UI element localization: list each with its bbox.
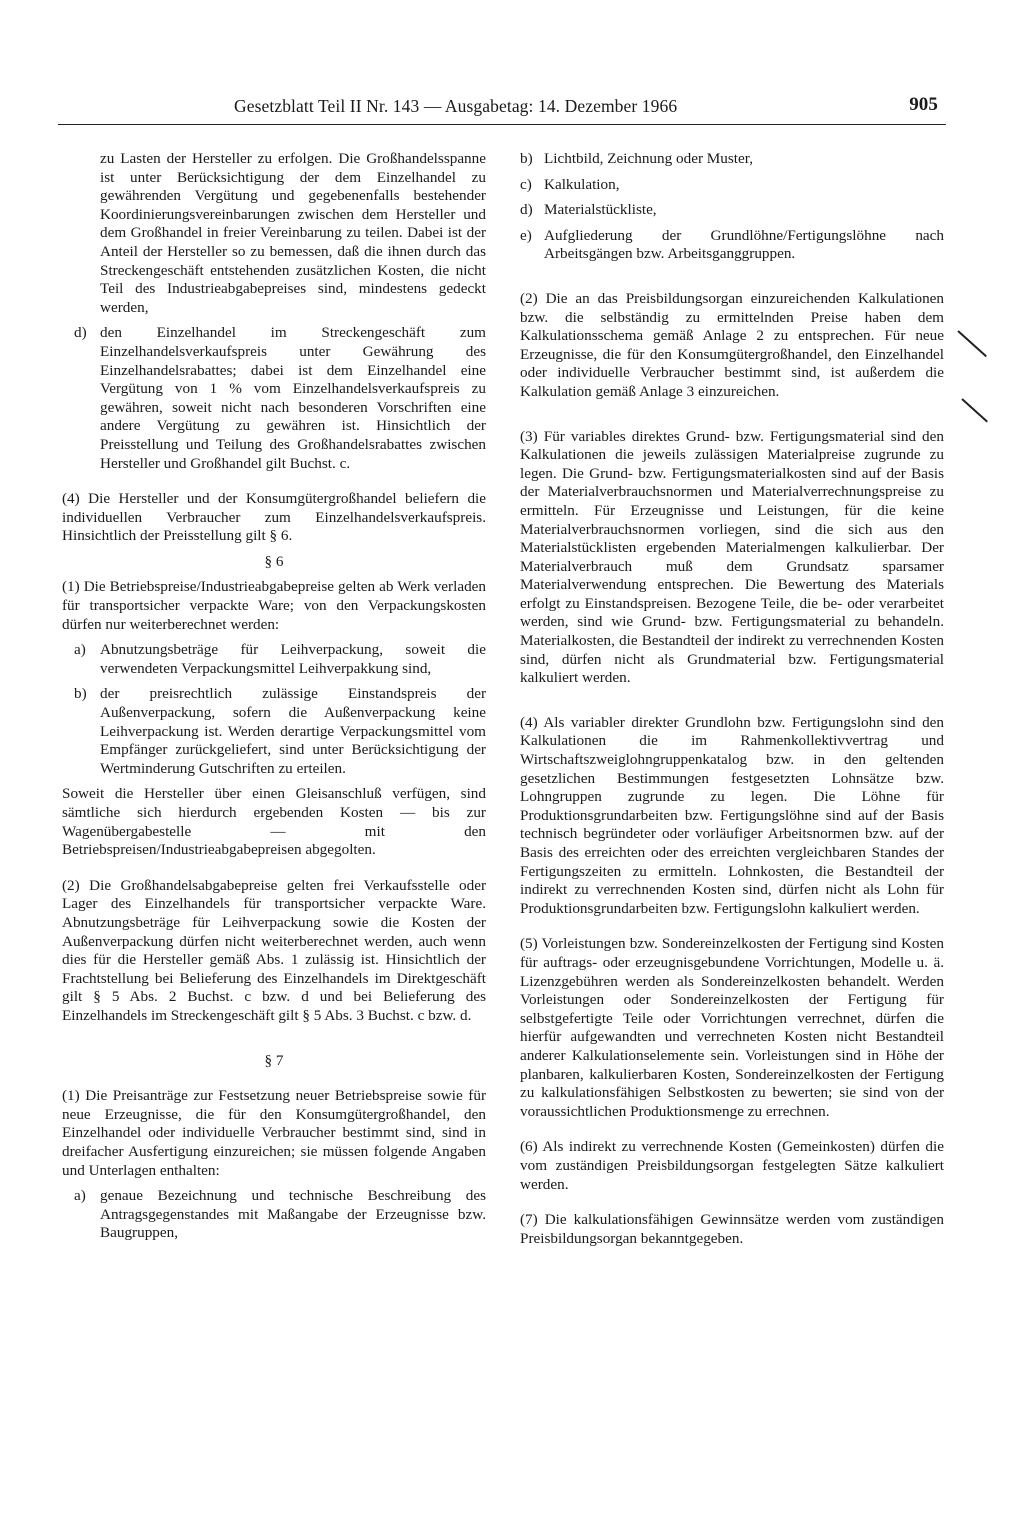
list-item-a bbox=[62, 641, 486, 678]
left-column bbox=[62, 150, 486, 1243]
list-item-b bbox=[62, 685, 486, 778]
section-7-paragraph-1: (1) Die Preisanträge zur Festsetzung neuer Betriebspreise sowie für neue Erzeugnisse, die für den Konsumgütergroßhandel, den Einzelhandel oder individuelle Verbraucher bestimmt sind, sind in dreifacher Ausfertigung einzureichen; sie müssen folgende Angaben und Unterlagen enthalten: bbox=[62, 1087, 486, 1179]
paragraph-continuation: zu Lasten der Hersteller zu erfolgen. Die Großhandelsspanne ist unter Berücksichtigung der dem Einzelhandel zu gewährenden Vergütung und gegebenenfalls bestehender Koordinierungsvereinbarungen zwischen dem Hersteller und dem Großhandel in freier Vereinbarung zu teilen. Dabei ist der Anteil der Hersteller so zu bemessen, daß die ihnen durch das Streckengeschäft entstehenden zusätzlichen Kosten, die nicht Teil des Industrieabgabepreises sind, mindestens gedeckt werden, bbox=[100, 150, 486, 316]
section-7-heading: § 7 bbox=[264, 1051, 284, 1069]
list-marker: e) bbox=[520, 226, 532, 244]
margin-mark bbox=[957, 330, 987, 357]
header-title: Gesetzblatt Teil II Nr. 143 — Ausgabetag: 14. Dezember 1966 bbox=[234, 96, 678, 116]
list-item-d bbox=[520, 201, 944, 220]
list-marker: b) bbox=[520, 150, 533, 167]
section-6-paragraph-1: (1) Die Betriebspreise/Industrieabgabepreise gelten ab Werk verladen für transportsicher verpackte Ware; von den Verpackungskosten dürfen nur weiterberechnet werden: bbox=[62, 578, 486, 633]
list-item-e bbox=[520, 227, 944, 264]
list-marker: a) bbox=[74, 1187, 86, 1205]
list-text: Kalkulation, bbox=[544, 175, 620, 193]
margin-mark bbox=[961, 398, 988, 422]
list-item-7a bbox=[62, 1187, 486, 1243]
page-number: 905 bbox=[909, 94, 938, 115]
list-marker: d) bbox=[74, 324, 87, 342]
list-text: den Einzelhandel im Streckengeschäft zum Einzelhandelsverkaufspreis unter Gewährung des Einzelhandelsrabattes; dabei ist dem Einzelhandel eine Vergütung von 1 % vom Einzelhandelsverkaufspreis zu gewähren, soweit nicht nach besonderen Vorschriften eine andere Vergütung zu gewähren ist. Hinsichtlich der Preisstellung und Teilung des Großhandelsrabattes zwischen Hersteller und Großhandel gilt Buchst. c. bbox=[100, 324, 486, 472]
list-item-d bbox=[62, 324, 486, 473]
list-marker: b) bbox=[74, 685, 87, 703]
right-column bbox=[520, 150, 944, 1248]
section-6-paragraph-2: (2) Die Großhandelsabgabepreise gelten frei Verkaufsstelle oder Lager des Einzelhandels für transportsicher verpackte Ware. Abnutzungsbeträge für Leihverpackung sowie die Kosten der Außenverpackung dürfen nicht weiterberechnet werden, auch wenn dies für die Hersteller gemäß Abs. 1 zulässig ist. Hinsichtlich der Frachtstellung bei Belieferung des Einzelhandels im Direktgeschäft gilt § 5 Abs. 2 Buchst. c bzw. d und bei Belieferung des Einzelhandels im Streckengeschäft gilt § 5 Abs. 3 Buchst. c bzw. d. bbox=[62, 876, 486, 1024]
list-marker: a) bbox=[74, 641, 86, 659]
list-text: der preisrechtlich zulässige Einstandspreis der Außenverpackung, sofern die Außenverpackung keine Leihverpackung ist. Werden derartige Verpackungsmittel vom Empfänger zurückgeliefert, sind unter Berücksichtigung der Wertminderung Gutschriften zu erteilen. bbox=[100, 685, 486, 777]
paragraph-5: (5) Vorleistungen bzw. Sondereinzelkosten der Fertigung sind Kosten für auftrags- oder erzeugnisgebundene Vorrichtungen, Modelle u. ä. Lizenzgebühren werden als Sondereinzelkosten behandelt. Werden Vorleistungen oder Sondereinzelkosten der Fertigung für selbstgefertigte Teile oder Vorrichtungen verrechnet, dürfen die hierfür aufgewandten und verrechneten Kosten nicht Bestandteil anderer Kalkulationselemente sein. Vorleistungen sind in Höhe der planbaren, kalkulierbaren Kosten, Sondereinzelkosten der Fertigung zu kalkulationsfähigen Selbstkosten zu bewerten; sie sind von der voraussichtlichen Produktionsmenge zu errechnen. bbox=[520, 935, 944, 1120]
paragraph-4: (4) Als variabler direkter Grundlohn bzw. Fertigungslohn sind den Kalkulationen die im Rahmenkollektivvertrag und Wirtschaftszweiglohngruppenkatalog bzw. in den geltenden gesetzlichen Bestimmungen festgesetzten Lohnsätze bzw. Lohngruppen zugrunde zu legen. Die Löhne für Produktionsgrundarbeiten bzw. Fertigungslöhne sind auf der Basis technisch begründeter oder vorläufiger Arbeitsnormen bzw. auf der Basis des erreichten oder des erreichten vergleichbaren Standes der Fertigungszeiten zu ermitteln. Lohnkosten, die Bestandteil der indirekt zu verrechnenden Kosten sind, dürfen nicht als Lohn für Produktionsgrundarbeiten bzw. Fertigungslohn kalkuliert werden. bbox=[520, 713, 944, 917]
paragraph-3: (3) Für variables direktes Grund- bzw. Fertigungsmaterial sind den Kalkulationen die jeweils zulässigen Materialpreise zugrunde zu legen. Die Grund- bzw. Fertigungsmaterialkosten sind auf der Basis der Materialverbrauchsnormen und Materialverrechnungspreise zu ermitteln. Für Erzeugnisse und Leistungen, für die keine Materialverbrauchsnormen vorliegen, sind die sich aus den Materialstücklisten ergebenden Materialmengen kalkulierbar. Der Materialverbrauch muß dem Grundsatz sparsamer Materialverwendung entsprechen. Die Bewertung des Materials erfolgt zu Einstandspreisen. Bezogene Teile, die be- oder verarbeitet werden, sind wie Grund- bzw. Fertigungsmaterial zu behandeln. Materialkosten, die Bestandteil der indirekt zu verrechnenden Kosten sind, dürfen nicht als Grundmaterial bzw. Fertigungsmaterial kalkuliert werden. bbox=[520, 427, 944, 687]
paragraph-7: (7) Die kalkulationsfähigen Gewinnsätze werden vom zuständigen Preisbildungsorgan bekanntgegeben. bbox=[520, 1211, 944, 1247]
paragraph-6: (6) Als indirekt zu verrechnende Kosten (Gemeinkosten) dürfen die vom zuständigen Preisbildungsorgan festgelegten Sätze kalkuliert werden. bbox=[520, 1138, 944, 1193]
list-item-c bbox=[520, 176, 944, 195]
list-text: Materialstückliste, bbox=[544, 201, 657, 219]
list-text: Aufgliederung der Grundlöhne/Fertigungslöhne nach Arbeitsgängen bzw. Arbeitsganggruppen. bbox=[544, 226, 944, 263]
section-6-heading: § 6 bbox=[264, 552, 284, 570]
list-text: Abnutzungsbeträge für Leihverpackung, soweit die verwendeten Verpackungsmittel Leihverpakkung sind, bbox=[100, 641, 486, 677]
list-text: genaue Bezeichnung und technische Beschreibung des Antragsgegenstandes mit Maßangabe der Erzeugnisse bzw. Baugruppen, bbox=[100, 1187, 486, 1242]
list-marker: d) bbox=[520, 201, 533, 219]
list-item-b bbox=[520, 150, 944, 169]
paragraph-2: (2) Die an das Preisbildungsorgan einzureichenden Kalkulationen bzw. die selbständig zu ermittelnden Preise haben dem Kalkulationsschema gemäß Anlage 2 zu entsprechen. Für neue Erzeugnisse, die für den Konsumgütergroßhandel, den Einzelhandel oder individuelle Verbraucher bestimmt sind, ist außerdem die Kalkulation gemäß Anlage 3 einzureichen. bbox=[520, 289, 944, 400]
list-text: Lichtbild, Zeichnung oder Muster, bbox=[544, 150, 754, 167]
paragraph-4: (4) Die Hersteller und der Konsumgütergroßhandel beliefern die individuellen Verbraucher zum Einzelhandelsverkaufspreis. Hinsichtlich der Preisstellung gilt § 6. bbox=[62, 490, 486, 545]
list-marker: c) bbox=[520, 175, 532, 193]
paragraph-gleisanschluss: Soweit die Hersteller über einen Gleisanschluß verfügen, sind sämtliche sich hierdurch ergebenden Kosten — bis zur Wagenübergabestelle — mit den Betriebspreisen/Industrieabgabepreisen abgegolten. bbox=[62, 785, 486, 859]
page-header bbox=[58, 90, 946, 125]
